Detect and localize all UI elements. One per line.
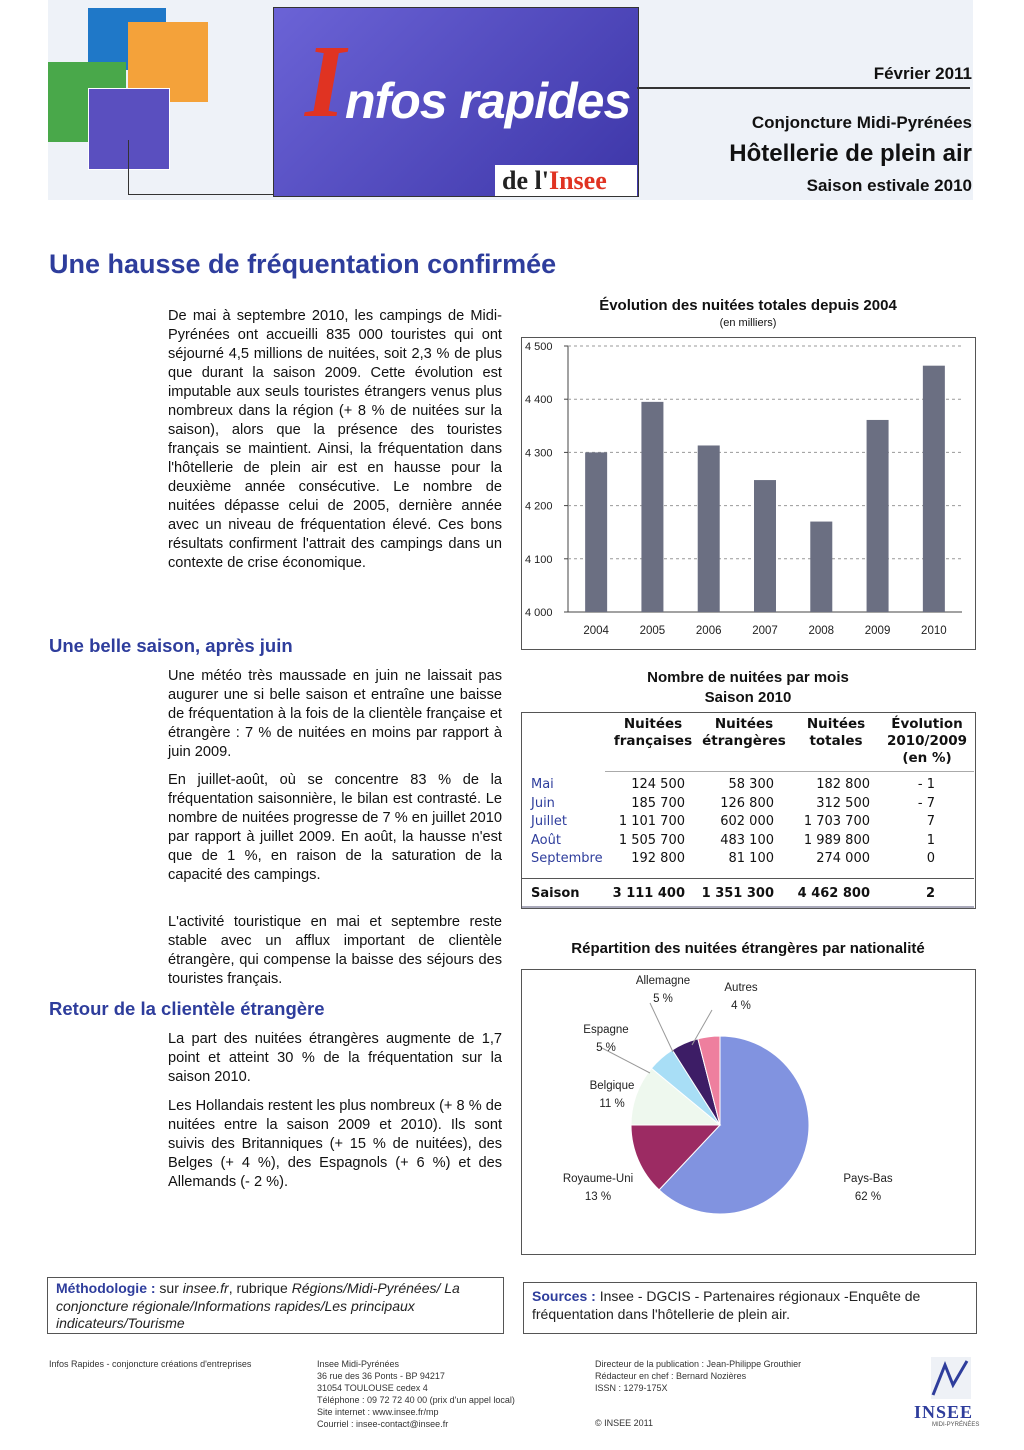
col-header-totales: Nuitées totales (806, 716, 866, 749)
table-cell: - 7 (917, 795, 935, 811)
bar-2009 (867, 420, 889, 612)
table-total-rule (522, 878, 974, 879)
sources-label: Sources : (532, 1288, 596, 1304)
y-tick-label: 4 400 (525, 394, 553, 407)
y-tick-label: 4 500 (525, 341, 553, 353)
table-total-cell: 1 351 300 (701, 886, 774, 901)
col-header-evolution: Évolution 2010/2009 (en %) (886, 716, 968, 766)
table-cell: 1 505 700 (618, 832, 685, 848)
insee-logo-text: INSEE (914, 1402, 974, 1422)
x-tick-label: 2004 (583, 625, 609, 637)
section-heading-etrangere: Retour de la clientèle étrangère (49, 998, 325, 1019)
footer-copyright: © INSEE 2011 (595, 1418, 653, 1428)
table-cell: Juin (531, 795, 555, 811)
footer-pub-line: ISSN : 1279-175X (595, 1383, 668, 1393)
pie-chart (522, 970, 975, 1254)
methodology-path: Régions/Midi-Pyrénées/ La conjoncture régionale/Informations rapides/Les principaux indicateurs/Tourisme (56, 1280, 460, 1331)
table-cell: 1 101 700 (618, 814, 685, 829)
x-tick-label: 2005 (639, 625, 666, 637)
sources-text: Insee - DGCIS - Partenaires régionaux -Enquête de fréquentation dans l'hôtellerie de plein air. (532, 1288, 921, 1322)
table-cell: 602 000 (720, 814, 774, 829)
table-bottom-rule (522, 906, 974, 908)
table-cell: 185 700 (631, 795, 685, 811)
pie-label: Pays-Bas (843, 1173, 893, 1185)
table-cell: 0 (926, 851, 935, 866)
paragraph-mai-sept: L'activité touristique en mai et septembre reste stable avec un afflux important de clientèle étrangère, qui compense la baisse des séjours des touristes français. (168, 914, 502, 987)
x-tick-label: 2010 (921, 625, 947, 637)
section-heading-saison: Une belle saison, après juin (49, 635, 293, 656)
pie-pct-label: 4 % (731, 1000, 751, 1012)
methodology-site: insee.fr (182, 1280, 229, 1296)
table-cell: 7 (926, 814, 935, 829)
paragraph-nationalites: Les Hollandais restent les plus nombreux (+ 8 % de nuitées entre la saison 2009 et 2010). Ils sont suivis des Britanniques (+ 15 % de nuitées), des Belges (+ 4 %), des Espagnols (+ 6 %) et des Allemands (- 2 %). (168, 1098, 502, 1190)
logo-letter-i: I (305, 24, 346, 139)
table-total-cell: Saison (531, 886, 580, 901)
main-title: Une hausse de fréquentation confirmée (49, 249, 557, 279)
paragraph-juin: Une météo très maussade en juin ne laissait pas augurer une si belle saison et entraîne une baisse de fréquentation à la fois de la clientèle française et étrangère : 7 % de nuitées en moins par rapport à juin 2009. (168, 668, 502, 760)
footer-address-line: 36 rue des 36 Ponts - BP 94217 (317, 1371, 445, 1381)
logo-square-purple (88, 88, 170, 170)
pie-chart-title: Répartition des nuitées étrangères par nationalité (571, 940, 925, 957)
table-cell: 192 800 (631, 851, 685, 866)
paragraph-juillet-aout: En juillet-août, où se concentre 83 % de la fréquentation saisonnière, le bilan est contrasté. Le nombre de nuitées progresse de 7 % en juillet 2010 par rapport à juillet 2009. En août, la hausse n'est que de 1 %, en raison de la saturation de la capacité des campings. (168, 772, 502, 883)
pie-label: Espagne (583, 1024, 629, 1036)
pie-leader-line (650, 1003, 673, 1052)
logo-subtitle (502, 166, 607, 196)
table-cell: 81 100 (728, 851, 774, 866)
y-tick-label: 4 200 (525, 500, 553, 513)
table-cell: 274 000 (816, 851, 870, 866)
x-tick-label: 2009 (864, 625, 891, 637)
pie-pct-label: 5 % (596, 1042, 616, 1054)
table-cell: Septembre (531, 851, 603, 866)
footer-series: Infos Rapides - conjoncture créations d'entreprises (49, 1359, 252, 1369)
table-cell: Août (531, 832, 561, 848)
logo-sub-accent: Insee (548, 166, 607, 195)
footer-address-line: Insee Midi-Pyrénées (317, 1359, 400, 1369)
table-cell: 126 800 (720, 795, 774, 811)
y-tick-label: 4 300 (525, 447, 553, 460)
methodology-label: Méthodologie : (56, 1280, 156, 1296)
bar-2008 (810, 522, 832, 612)
footer-address-line: Téléphone : 09 72 72 40 00 (prix d'un appel local) (317, 1395, 515, 1405)
table-total-cell: 4 462 800 (797, 886, 870, 901)
table-cell: Mai (531, 777, 554, 792)
pie-pct-label: 5 % (653, 993, 673, 1005)
table-cell: 1 (926, 832, 935, 848)
y-tick-label: 4 000 (525, 607, 553, 619)
table-cell: 483 100 (720, 832, 774, 848)
x-tick-label: 2008 (808, 625, 835, 637)
table-cell: 124 500 (631, 777, 685, 792)
footer-pub-line: Directeur de la publication : Jean-Philippe Grouthier (595, 1359, 802, 1369)
sources-box (523, 1282, 977, 1334)
pie-pct-label: 62 % (854, 1191, 882, 1203)
logo-title: nfos rapides (345, 73, 631, 129)
table-cell: 58 300 (728, 777, 774, 792)
table-subtitle: Saison 2010 (704, 689, 792, 706)
footer-address-line: 31054 TOULOUSE cedex 4 (317, 1383, 428, 1393)
header-rule-bottom (128, 194, 275, 195)
pie-label: Belgique (589, 1080, 635, 1092)
x-tick-label: 2007 (752, 625, 778, 637)
header-period: Saison estivale 2010 (806, 176, 972, 195)
bar-chart (522, 338, 975, 649)
table-cell: Juillet (531, 814, 568, 829)
bar-chart-frame (521, 337, 976, 650)
header-rule (637, 87, 970, 89)
header-rule-vertical (128, 140, 129, 195)
footer-address-line: Site internet : www.insee.fr/mp (317, 1407, 439, 1417)
pie-chart-frame (521, 969, 976, 1255)
pie-label: Allemagne (635, 975, 691, 987)
bar-2007 (754, 480, 776, 612)
paragraph-intro: De mai à septembre 2010, les campings de Midi-Pyrénées ont accueilli 835 000 touristes qui ont séjourné 4,5 millions de nuitées, soit 2,3 % de plus que durant la saison 2009. Cette évolution est imputable aux seuls touristes étrangers venus plus nombreux dans la région (+ 8 % de nuitées sur la saison), alors que la présence des touristes français se maintient. Ainsi, la fréquentation dans l'hôtellerie de plein air est en hausse pour la deuxième année consécutive. Le nombre de nuitées dépasse celui de 2005, dernière année avec un niveau de fréquentation élevé. Ces bons résultats confirment l'attrait des campings dans un contexte de crise économique. (168, 308, 502, 571)
pie-pct-label: 11 % (599, 1098, 625, 1110)
y-tick-label: 4 100 (525, 553, 553, 566)
bar-2005 (641, 402, 663, 612)
table-total-cell: 3 111 400 (612, 886, 685, 901)
pie-pct-label: 13 % (584, 1191, 612, 1203)
table-title: Nombre de nuitées par mois (647, 669, 849, 686)
header-series: Conjoncture Midi-Pyrénées (751, 113, 972, 132)
pie-label: Royaume-Uni (562, 1173, 634, 1185)
bar-chart-title: Évolution des nuitées totales depuis 2004 (599, 297, 897, 314)
footer-pub-line: Rédacteur en chef : Bernard Nozières (595, 1371, 747, 1381)
methodology-text1: sur (155, 1280, 183, 1296)
footer-publication (595, 1358, 875, 1394)
bar-2004 (585, 452, 607, 612)
pie-label: Autres (724, 982, 758, 994)
logo-sub-prefix: de l' (502, 166, 549, 195)
insee-logo-region: MIDI-PYRÉNÉES (932, 1422, 980, 1428)
bar-2006 (698, 445, 720, 612)
methodology-box (47, 1277, 504, 1334)
publication-date: Février 2011 (873, 64, 972, 83)
x-tick-label: 2006 (695, 625, 722, 637)
footer-address-line: Courriel : insee-contact@insee.fr (317, 1419, 449, 1429)
bar-chart-subtitle: (en milliers) (719, 317, 777, 329)
table-header-rule (605, 771, 974, 772)
insee-logo-icon (927, 1355, 973, 1403)
methodology-text2: , rubrique (228, 1280, 292, 1296)
table-cell: 1 989 800 (803, 832, 870, 848)
col-header-etrangeres: Nuitées étrangères (702, 716, 786, 749)
table-cell: 182 800 (816, 777, 870, 792)
header-topic: Hôtellerie de plein air (729, 140, 972, 167)
footer-address (317, 1358, 577, 1430)
table-cell: 1 703 700 (803, 814, 870, 829)
bar-2010 (923, 366, 945, 612)
paragraph-part-etrangere: La part des nuitées étrangères augmente de 1,7 point et atteint 30 % de la fréquentation sur la saison 2010. (168, 1031, 502, 1085)
table-cell: - 1 (917, 777, 935, 792)
col-header-francaises: Nuitées françaises (613, 716, 693, 749)
table-total-cell: 2 (925, 886, 935, 901)
table-cell: 312 500 (816, 795, 870, 811)
